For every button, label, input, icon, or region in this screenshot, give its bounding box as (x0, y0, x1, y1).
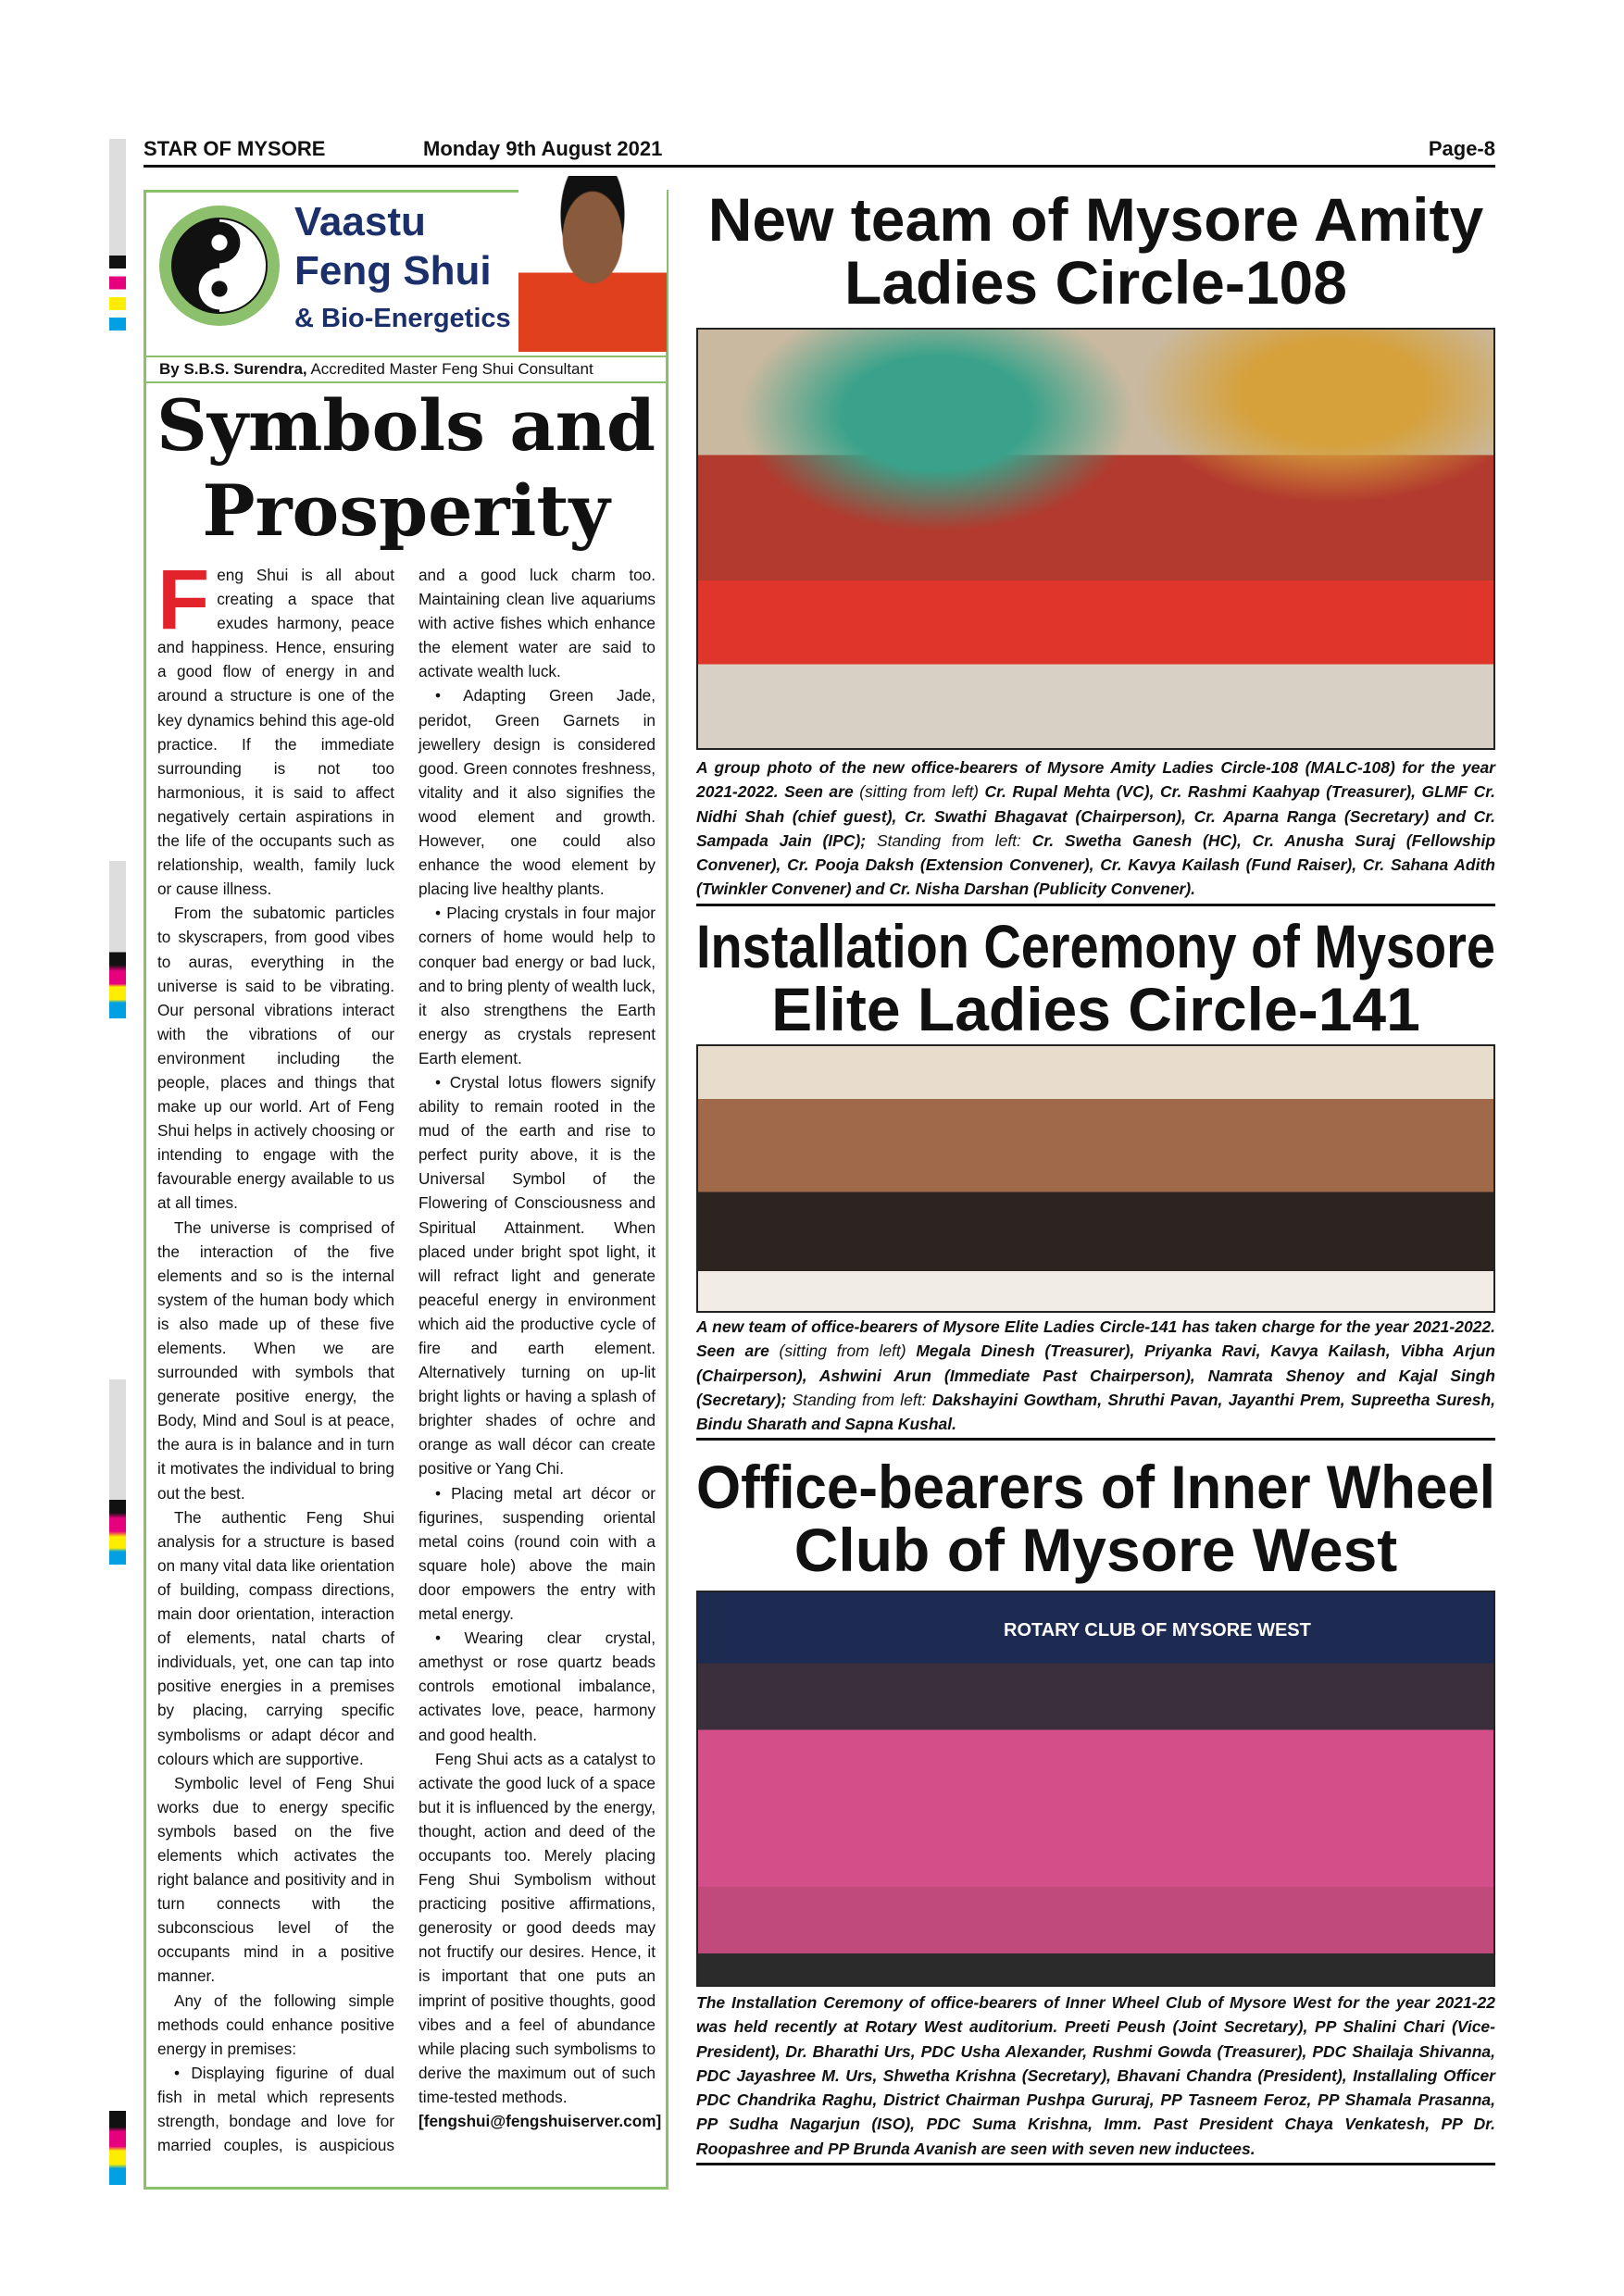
page-number: Page-8 (1428, 137, 1495, 160)
caption-inner-wheel (696, 1990, 1495, 2165)
logo-feng-shui: Feng Shui (294, 248, 492, 293)
article-paragraph: • Displaying figurine of dual fish in metal which represents strength, bondage and love for married couples, is auspicious and a good luck charm too. Maintaining clean live aquariums with active fishes which enhance the element water are said to activate wealth luck. (157, 566, 656, 2155)
caption-segment: A new team of office-bearers of Mysore Elite Ladies Circle-141 has taken charge for the year 2021-2022. Seen are (696, 1317, 1495, 1361)
byline-role: Accredited Master Feng Shui Consultant (306, 360, 593, 378)
caption-amity (696, 755, 1495, 906)
headline-line-text: Elite Ladies Circle-141 (771, 975, 1420, 1043)
caption-segment: The Installation Ceremony of office-bearers of Inner Wheel Club of Mysore West for the year 2021-22 was held recently at Rotary West auditorium. Preeti Peush (Joint Secretary), PP Shalini Chari (Vice-President), Dr. Bharathi Urs, PDC Usha Alexander, Rushmi Gowda (Treasurer), PDC Shailaja Shivanna, PDC Jayashree M. Urs, Shwetha Krishna (Secretary), Bhavani Chandra (President), Installaling Officer PDC Chandrika Raghu, District Chairman Pushpa Gururaj, PP Tasneem Feroz, PP Shamala Prasanna, PP Sudha Nagarjun (ISO), PDC Suma Krishna, Imm. Past President Chaya Venkatesh, PP Dr. Roopashree and PP Brunda Avanish are seen with seven new inductees. (696, 1993, 1495, 2158)
caption-segment: A group photo of the new office-bearers of Mysore Amity Ladies Circle-108 (MALC-108) for the year 2021-2022. Seen are (696, 758, 1495, 802)
title-line: Prosperity (202, 469, 610, 552)
masthead-date: Monday 9th August 2021 (423, 137, 663, 160)
headline-line (696, 1453, 1495, 1521)
caption-segment: (sitting from left) (859, 782, 985, 802)
headline-inner-wheel (696, 1453, 1495, 1584)
caption-segment: Dakshayini Gowtham, Shruthi Pavan, Jayanthi Prem, Supreetha Suresh, Bindu Sharath and Sapna Kushal. (696, 1390, 1495, 1434)
masthead-paper: STAR OF MYSORE (144, 137, 326, 160)
byline-name: By S.B.S. Surendra, (159, 360, 307, 378)
article-paragraph: Feng Shui is all about creating a space that exudes harmony, peace and happiness. Hence, ensuring a good flow of energy in and around a structure is one of the key dynamics behind this age-old practice. If the immediate surrounding is not too harmonious, it is said to affect negatively certain aspirations in the life of the occupants such as relationship, wealth, family luck or cause illness. (157, 553, 394, 899)
author-email: [fengshui@fengshuiserver.com] (418, 2112, 662, 2130)
title-line: Symbols and (156, 384, 656, 467)
logo-vaastu: Vaastu (294, 199, 426, 244)
photo-amity-group (696, 328, 1495, 750)
article-paragraph: Symbolic level of Feng Shui works due to energy specific symbols based on the five elements which activates the right balance and positivity and in turn connects with the subconscious level of the occupants mind in a positive manner. (157, 1773, 394, 1986)
headline-line (696, 185, 1495, 254)
caption-elite (696, 1315, 1495, 1441)
article-paragraph: The universe is comprised of the interaction of the five elements and so is the internal system of the human body which is also made up of these five elements. When we are surrounded with symbols that generate positive energy, the Body, Mind and Soul is at peace, the aura is in balance and in turn it motivates the individual to bring out the best. (157, 1217, 394, 1503)
headline-line-text: Club of Mysore West (793, 1516, 1398, 1584)
headline-amity (696, 185, 1495, 317)
headline-line-text: Installation Ceremony of Mysore (696, 912, 1495, 980)
headline-line-text: Ladies Circle-108 (844, 248, 1347, 317)
yin-yang-icon (171, 218, 268, 314)
caption-segment: Megala Dinesh (Treasurer), Priyanka Ravi, Kavya Kailash, Vibha Arjun (Chairperson), Ashwini Arun (Immediate Past Chairperson), Namrata Shenoy and Kajal Singh (Secretary); (696, 1341, 1495, 1409)
headline-line (696, 1516, 1495, 1584)
drop-cap: F (157, 553, 210, 647)
headline-line-text: New team of Mysore Amity (707, 185, 1484, 254)
registration-mark-icon (109, 139, 126, 398)
author-portrait (518, 176, 667, 352)
article-paragraph: From the subatomic particles to skyscrapers, from good vibes to auras, everything in the universe is said to be vibrating. Our personal vibrations interact with the vibrations of our environment including the people, places and things that make up our world. Art of Feng Shui helps in actively choosing or intending to engage with the favourable energy available to us at all times. (157, 904, 394, 1213)
article-paragraph: Feng Shui acts as a catalyst to activate the good luck of a space but it is influenced by the energy, thought, action and deed of the occupants too. Merely placing Feng Shui Symbolism without practicing positive affirmations, generosity or good deeds may not fructify our desires. Hence, it is important that one puts an imprint of positive thoughts, good vibes and a feel of abundance while placing such symbolisms to derive the maximum out of such time-tested methods. (418, 1749, 656, 2106)
headline-line-text: Office-bearers of Inner Wheel (696, 1453, 1495, 1521)
article-body (157, 553, 662, 2174)
caption-segment: Cr. Rupal Mehta (VC), Cr. Rashmi Kaahyap (Treasurer), GLMF Cr. Nidhi Shah (chief guest), Cr. Swathi Bhagavat (Chairperson), Cr. Aparna Ranga (Secretary) and Cr. Sampada Jain (IPC); (696, 782, 1495, 850)
article-paragraph: • Placing metal art décor or figurines, suspending oriental metal coins (round coin with a square hole) above the main door empowers the entry with metal energy. (418, 1483, 656, 1624)
registration-mark-icon (109, 861, 126, 1018)
caption-segment: (sitting from left) (779, 1341, 917, 1361)
article-title (148, 383, 664, 554)
photo-banner-text: ROTARY CLUB OF MYSORE WEST (1004, 1620, 1311, 1641)
article-paragraph: Any of the following simple methods could enhance positive energy in premises: (157, 1990, 394, 2058)
photo-elite-group (696, 1044, 1495, 1313)
article-paragraph: • Wearing clear crystal, amethyst or rose quartz beads controls emotional imbalance, activates love, peace, harmony and good health. (418, 1628, 656, 1744)
caption-segment: Standing from left: (876, 830, 1032, 850)
headline-line (696, 248, 1495, 317)
article-paragraph: • Adapting Green Jade, peridot, Green Garnets in jewellery design is considered good. Green connotes freshness, vitality and it also signifies the wood element and growth. However, one could also enhance the wood element by placing live healthy plants. (418, 686, 656, 899)
headline-line (696, 912, 1495, 980)
caption-segment: Standing from left: (792, 1390, 932, 1409)
article-paragraph: • Placing crystals in four major corners of home would help to conquer bad energy or bad luck, and to bring plenty of wealth luck, it also strengthens the Earth energy as crystals represent Earth element. (418, 904, 656, 1067)
headline-line (696, 975, 1495, 1043)
article-paragraph: • Crystal lotus flowers signify ability to remain rooted in the mud of the earth and rise to perfect purity above, it is the Universal Symbol of the Flowering of Consciousness and Spiritual Attainment. When placed under bright spot light, it will refract light and generate peaceful energy in environment which aid the productive cycle of fire and earth element. Alternatively turning on up-lit bright lights or having a splash of brighter shades of ochre and orange as wall décor can create positive or Yang Chi. (418, 1072, 656, 1479)
registration-mark-icon (109, 2111, 126, 2185)
byline (146, 356, 666, 383)
logo-bio-energetics: & Bio-Energetics (294, 304, 511, 333)
registration-mark-icon (109, 1379, 126, 1565)
photo-inner-wheel-group (696, 1591, 1495, 1987)
article-paragraph: The authentic Feng Shui analysis for a structure is based on many vital data like orientation of building, compass directions, main door orientation, interaction of elements, natal charts of individuals, yet, one can tap into positive energies in a premises by placing, carrying specific symbolisms or adapt décor and colours which are supportive. (157, 1507, 394, 1768)
header-rule (144, 165, 1495, 168)
headline-elite (696, 912, 1495, 1043)
caption-segment: Cr. Swetha Ganesh (HC), Cr. Anusha Suraj (Fellowship Convener), Cr. Pooja Daksh (Extension Convener), Cr. Kavya Kailash (Fund Raiser), Cr. Sahana Adith (Twinkler Convener) and Cr. Nisha Darshan (Publicity Convener). (696, 830, 1496, 899)
